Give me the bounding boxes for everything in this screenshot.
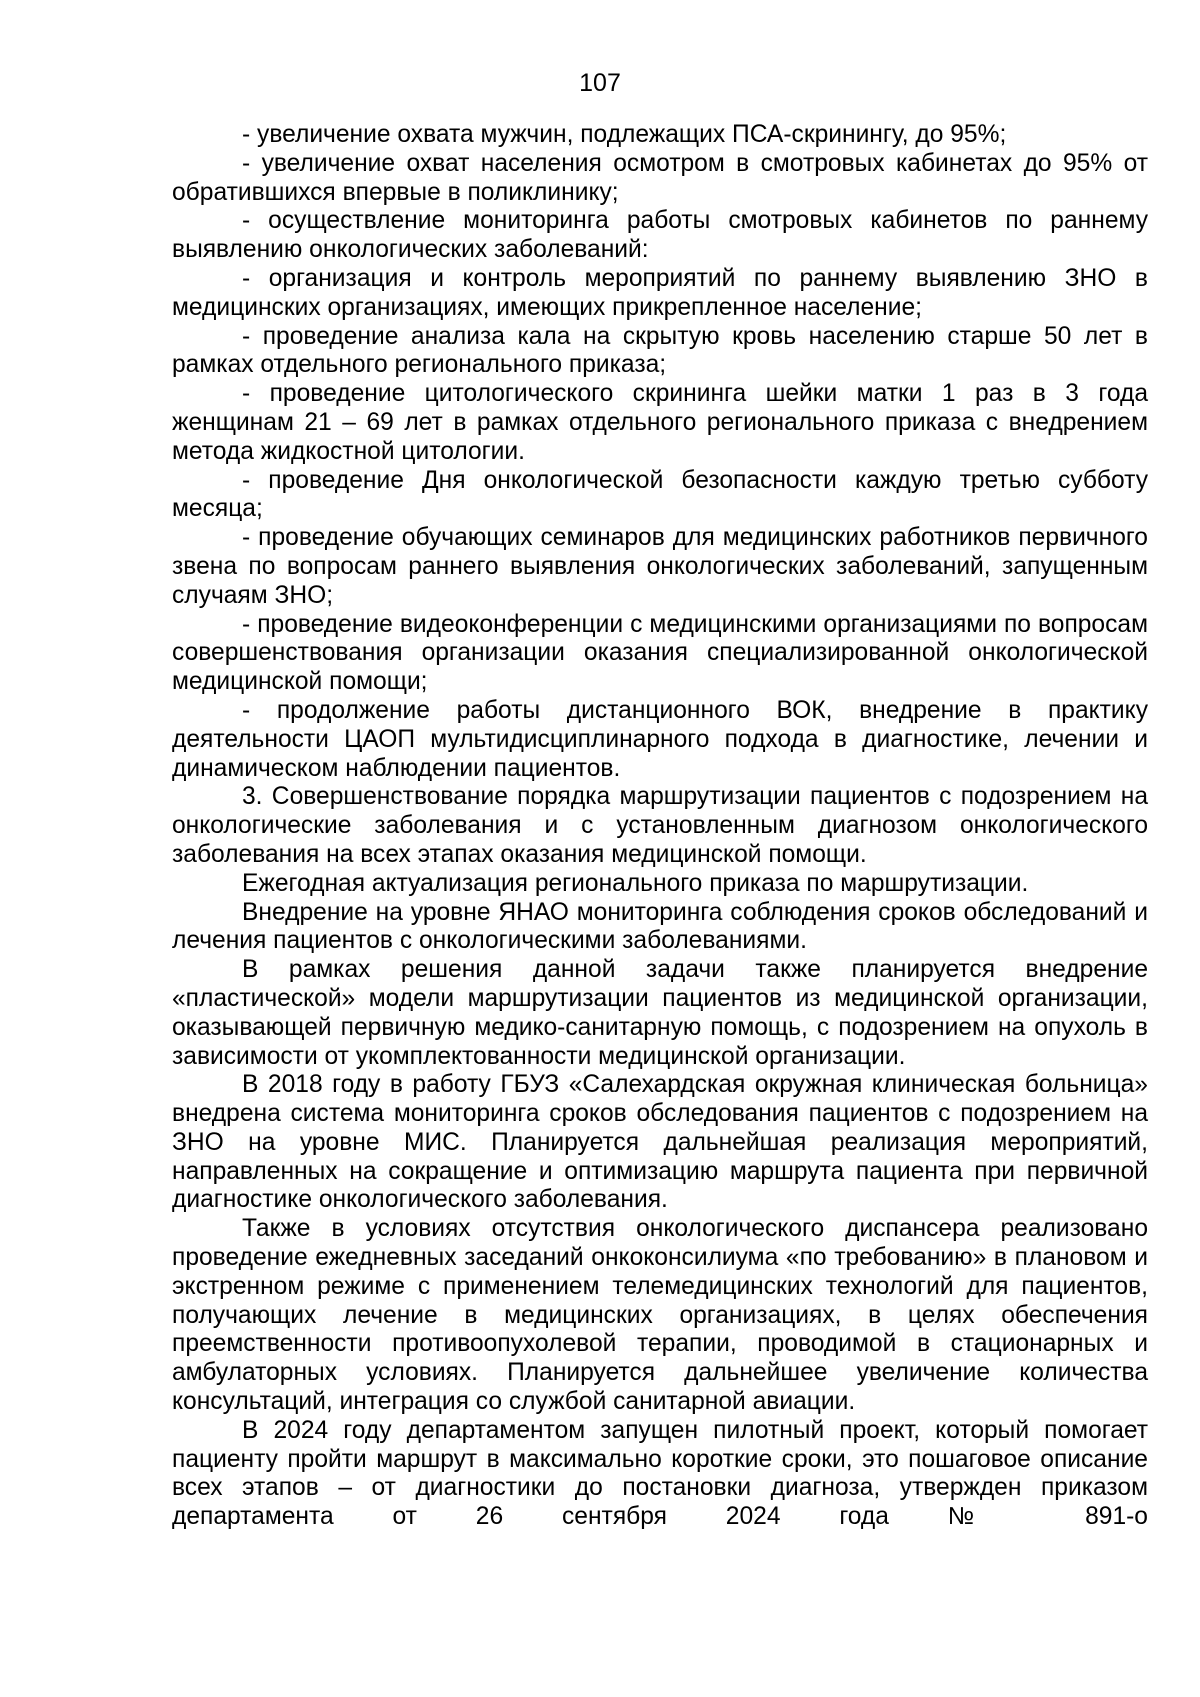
paragraph-training-seminars: - проведение обучающих семинаров для медицинских работников первичного звена по вопросам раннего выявления онкологических заболеваний, запущенным случаям ЗНО; — [172, 524, 1148, 609]
paragraph-exam-rooms-monitoring: - осуществление мониторинга работы смотровых кабинетов по раннему выявлению онкологических заболеваний: — [172, 207, 1148, 264]
paragraph-routing-improvement: 3. Совершенствование порядка маршрутизации пациентов с подозрением на онкологические заболевания и с установленным диагнозом онкологического заболевания на всех этапах оказания медицинской помощи. — [172, 783, 1148, 868]
paragraph-occult-blood-test: - проведение анализа кала на скрытую кровь населению старше 50 лет в рамках отдельного регионального приказа; — [172, 322, 1148, 379]
paragraph-psa-screening: - увеличение охвата мужчин, подлежащих ПСА-скринингу, до 95%; — [242, 121, 1007, 148]
paragraph-plastic-model: В рамках решения данной задачи также планируется внедрение «пластической» модели маршрутизации пациентов из медицинской организации, оказывающей первичную медико-санитарную помощь, с подозрением на опухоль в зависимости от укомплектованности медицинской организации. — [172, 956, 1148, 1070]
paragraph-annual-update: Ежегодная актуализация регионального приказа по маршрутизации. — [242, 869, 1029, 897]
paragraph-remote-vok: - продолжение работы дистанционного ВОК, внедрение в практику деятельности ЦАОП мультидисциплинарного подхода в диагностике, лечении и динамическом наблюдении пациентов. — [172, 696, 1148, 782]
paragraph-oncology-safety-day: - проведение Дня онкологической безопасности каждую третью субботу месяца; — [172, 466, 1148, 523]
paragraph-2024-pilot: В 2024 году департаментом запущен пилотный проект, который помогает пациенту пройти маршрут в максимально короткие сроки, это пошаговое описание всех этапов – от диагностики до постановки диагноза, утвержден приказом департамента от 26 сентября 2024 года № 891-о — [172, 1416, 1148, 1531]
paragraph-exam-rooms-coverage: - увеличение охват населения осмотром в смотровых кабинетах до 95% от обратившихся впервые в поликлинику; — [172, 149, 1148, 206]
paragraph-2018-system: В 2018 году в работу ГБУЗ «Салехардская окружная клиническая больница» внедрена система мониторинга сроков обследования пациентов с подозрением на ЗНО на уровне МИС. Планируется дальнейшая реализация мероприятий, направленных на сокращение и оптимизацию маршрута пациента при первичной диагностике онкологического заболевания. — [172, 1071, 1148, 1214]
paragraph-deadline-monitoring: Внедрение на уровне ЯНАО мониторинга соблюдения сроков обследований и лечения пациентов с онкологическими заболеваниями. — [172, 898, 1148, 955]
page-number: 107 — [579, 69, 621, 97]
paragraph-cervical-screening: - проведение цитологического скрининга шейки матки 1 раз в 3 года женщинам 21 – 69 лет в рамках отдельного регионального приказа с внедрением метода жидкостной цитологии. — [172, 380, 1148, 465]
paragraph-videoconference: - проведение видеоконференции с медицинскими организациями по вопросам совершенствования организации оказания специализированной онкологической медицинской помощи; — [172, 610, 1148, 696]
paragraph-early-detection-control: - организация и контроль мероприятий по раннему выявлению ЗНО в медицинских организациях, имеющих прикрепленное население; — [172, 264, 1148, 321]
paragraph-oncoconsilium: Также в условиях отсутствия онкологического диспансера реализовано проведение ежедневных заседаний онкоконсилиума «по требованию» в плановом и экстренном режиме с применением телемедицинских технологий для пациентов, получающих лечение в медицинских организациях, в целях обеспечения преемственности противоопухолевой терапии, проводимой в стационарных и амбулаторных условиях. Планируется дальнейшее увеличение количества консультаций, интеграция со службой санитарной авиации. — [172, 1215, 1148, 1416]
document-body — [172, 121, 1148, 1532]
